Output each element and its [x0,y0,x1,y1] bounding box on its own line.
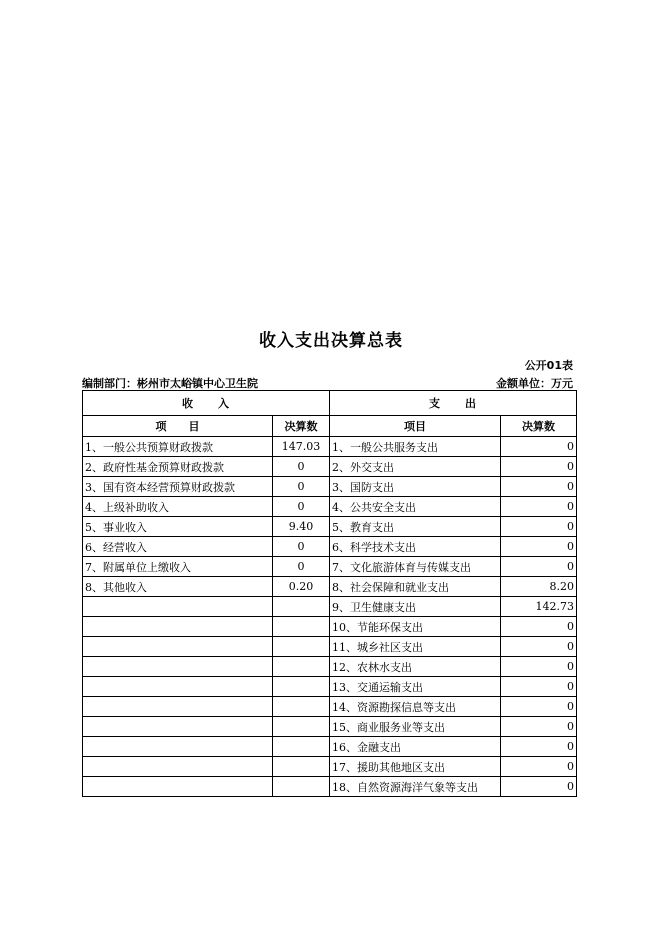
expense-amount-cell: 142.73 [501,597,577,617]
income-item-header: 项 目 [83,416,273,437]
income-item-cell: 1、一般公共预算财政拨款 [83,437,273,457]
income-amount-cell: 0 [273,497,330,517]
income-item-cell [83,717,273,737]
expense-amount-cell: 0 [501,677,577,697]
expense-item-cell: 5、教育支出 [330,517,501,537]
table-header-row [83,391,577,416]
expense-item-cell: 13、交通运输支出 [330,677,501,697]
income-item-cell: 3、国有资本经营预算财政拨款 [83,477,273,497]
expense-amount-cell: 0 [501,777,577,797]
income-amount-cell [273,657,330,677]
expense-amount-cell: 0 [501,537,577,557]
table-row [83,497,577,517]
table-row [83,517,577,537]
income-header: 收 入 [83,391,330,416]
table-row [83,737,577,757]
expense-amount-cell: 0 [501,477,577,497]
income-amount-cell: 0 [273,557,330,577]
expense-item-cell: 9、卫生健康支出 [330,597,501,617]
income-amount-cell: 0 [273,537,330,557]
expense-item-cell: 3、国防支出 [330,477,501,497]
income-amount-cell: 9.40 [273,517,330,537]
expense-item-cell: 8、社会保障和就业支出 [330,577,501,597]
income-item-cell [83,617,273,637]
table-row [83,477,577,497]
income-amount-cell [273,697,330,717]
page-title: 收入支出决算总表 [259,331,403,351]
income-item-cell: 7、附属单位上缴收入 [83,557,273,577]
income-item-cell [83,677,273,697]
income-item-cell [83,737,273,757]
income-item-cell: 2、政府性基金预算财政拨款 [83,457,273,477]
table-row [83,657,577,677]
expense-amount-cell: 0 [501,557,577,577]
expense-item-cell: 17、援助其他地区支出 [330,757,501,777]
expense-item-cell: 12、农林水支出 [330,657,501,677]
income-amount-cell: 0.20 [273,577,330,597]
unit-label: 金额单位：万元 [496,377,573,390]
expense-item-header: 项目 [330,416,501,437]
income-amount-cell [273,777,330,797]
income-amount-cell [273,597,330,617]
expense-item-cell: 7、文化旅游体育与传媒支出 [330,557,501,577]
expense-item-cell: 15、商业服务业等支出 [330,717,501,737]
table-row [83,457,577,477]
table-row [83,677,577,697]
table-row [83,537,577,557]
income-item-cell: 4、上级补助收入 [83,497,273,517]
table-row [83,697,577,717]
income-amount-cell: 0 [273,457,330,477]
income-amount-cell [273,617,330,637]
expense-item-cell: 4、公共安全支出 [330,497,501,517]
expense-amount-cell: 0 [501,617,577,637]
expense-amount-cell: 0 [501,497,577,517]
expense-amount-cell: 0 [501,637,577,657]
table-row [83,717,577,737]
expense-item-cell: 18、自然资源海洋气象等支出 [330,777,501,797]
table-row [83,617,577,637]
income-item-cell: 8、其他收入 [83,577,273,597]
expense-amount-cell: 0 [501,657,577,677]
income-item-cell [83,777,273,797]
income-expense-table [82,390,577,797]
expense-amount-cell: 0 [501,437,577,457]
table-code: 公开01表 [524,359,573,372]
income-item-cell [83,757,273,777]
expense-amount-cell: 0 [501,457,577,477]
income-amount-cell [273,717,330,737]
expense-amount-cell: 0 [501,717,577,737]
income-amount-cell: 0 [273,477,330,497]
expense-amount-cell: 0 [501,737,577,757]
table-subheader-row [83,416,577,437]
expense-header: 支 出 [330,391,577,416]
income-item-cell [83,657,273,677]
table-row [83,637,577,657]
income-amount-header: 决算数 [273,416,330,437]
department-label: 编制部门：彬州市太峪镇中心卫生院 [82,377,258,390]
table-row [83,577,577,597]
expense-amount-cell: 0 [501,517,577,537]
expense-item-cell: 1、一般公共服务支出 [330,437,501,457]
expense-item-cell: 10、节能环保支出 [330,617,501,637]
income-item-cell: 6、经营收入 [83,537,273,557]
expense-amount-cell: 0 [501,757,577,777]
expense-item-cell: 11、城乡社区支出 [330,637,501,657]
income-amount-cell [273,677,330,697]
income-amount-cell: 147.03 [273,437,330,457]
income-amount-cell [273,757,330,777]
expense-item-cell: 14、资源勘探信息等支出 [330,697,501,717]
expense-amount-cell: 0 [501,697,577,717]
income-amount-cell [273,737,330,757]
income-item-cell [83,697,273,717]
expense-item-cell: 2、外交支出 [330,457,501,477]
table-row [83,777,577,797]
income-item-cell: 5、事业收入 [83,517,273,537]
expense-item-cell: 16、金融支出 [330,737,501,757]
table-row [83,437,577,457]
expense-item-cell: 6、科学技术支出 [330,537,501,557]
table-row [83,597,577,617]
income-amount-cell [273,637,330,657]
income-item-cell [83,597,273,617]
income-item-cell [83,637,273,657]
expense-amount-header: 决算数 [501,416,577,437]
table-row [83,757,577,777]
expense-amount-cell: 8.20 [501,577,577,597]
table-row [83,557,577,577]
